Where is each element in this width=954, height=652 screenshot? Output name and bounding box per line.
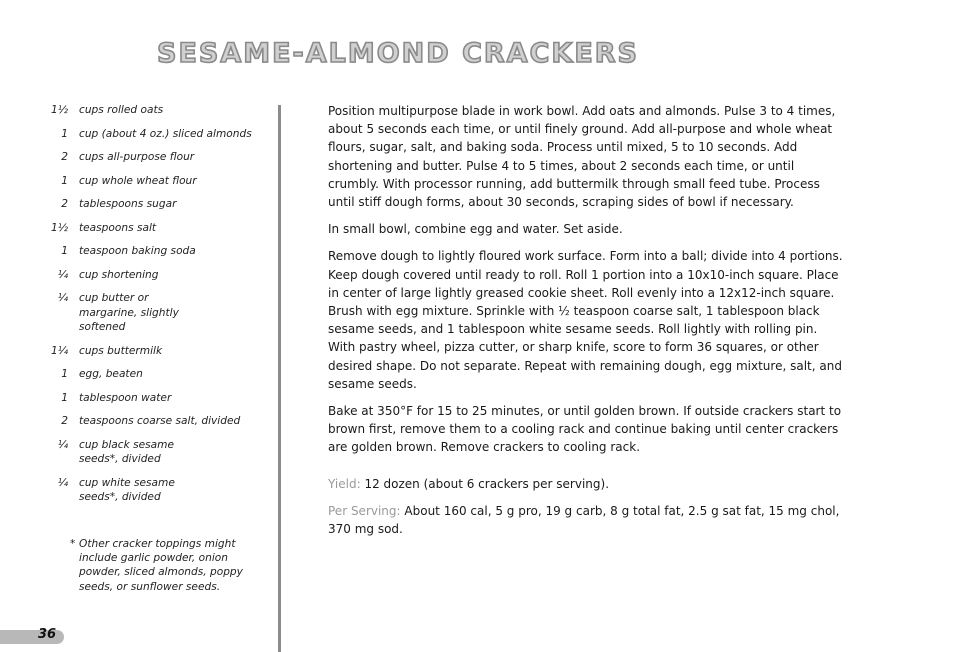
ingredient-item [40, 103, 260, 118]
ingredient-description: cup white sesame seeds*, divided [79, 476, 175, 503]
yield [328, 475, 843, 493]
page-number: 36 [38, 627, 57, 642]
ingredient-quantity: 1 [61, 127, 68, 140]
yield-label: Yield: [328, 477, 361, 491]
ingredient-item [40, 344, 260, 359]
ingredient-quantity: 1¼ [50, 344, 68, 357]
ingredient-description: cup black sesame seeds*, divided [79, 438, 175, 465]
directions [328, 102, 843, 466]
ingredient-item [40, 391, 260, 406]
ingredient-description: cups buttermilk [79, 344, 163, 357]
footnote [70, 537, 250, 594]
direction-paragraph: In small bowl, combine egg and water. Set aside. [328, 222, 623, 237]
ingredient-description: cups all-purpose flour [79, 151, 195, 163]
direction-paragraph: Position multipurpose blade in work bowl. Add oats and almonds. Pulse 3 to 4 times, about 5 seconds each time, or until finely ground. Add all-purpose and whole wheat flours, sugar, salt, and baking soda. Process until mixed, 5 to 10 seconds. Add shortening and butter. Pulse 4 to 5 times, about 2 seconds each time, or until crumbly. With processor running, add buttermilk through small feed tube. Process until stiff dough forms, about 30 seconds, scraping sides of bowl if necessary. [328, 104, 836, 210]
per-serving [328, 502, 843, 538]
ingredient-quantity: 1½ [50, 221, 68, 234]
ingredient-item [40, 476, 260, 505]
ingredient-quantity: 1 [61, 245, 68, 257]
footnote-mark: * [70, 538, 76, 550]
ingredient-description: cups rolled oats [79, 104, 164, 116]
ingredient-list [40, 103, 260, 514]
ingredient-quantity: 1 [61, 391, 68, 404]
ingredient-quantity: ¼ [57, 438, 68, 451]
ingredient-quantity: 2 [61, 198, 68, 210]
ingredient-item [40, 367, 260, 382]
ingredient-item [40, 291, 260, 335]
ingredient-quantity: 2 [61, 415, 68, 427]
ingredient-quantity: ¼ [57, 268, 68, 281]
ingredient-description: tablespoon water [79, 391, 172, 404]
ingredient-item [40, 244, 260, 259]
ingredient-item [40, 197, 260, 212]
ingredient-description: cup shortening [79, 268, 159, 281]
ingredient-quantity: 1 [61, 174, 68, 187]
ingredient-description: tablespoons sugar [79, 198, 177, 210]
per-serving-value: About 160 cal, 5 g pro, 19 g carb, 8 g total fat, 2.5 g sat fat, 15 mg chol, 370 mg sod. [328, 504, 840, 537]
recipe-info [328, 475, 843, 548]
ingredient-quantity: ¼ [57, 476, 68, 489]
page-title: SESAME-ALMOND CRACKERS [157, 38, 639, 69]
ingredient-description: egg, beaten [79, 368, 143, 380]
ingredient-description: teaspoons coarse salt, divided [79, 415, 241, 427]
ingredient-item [40, 174, 260, 189]
direction-paragraph: Bake at 350°F for 15 to 25 minutes, or until golden brown. If outside crackers start to brown first, remove them to a cooling rack and continue baking until center crackers are golden brown. Remove crackers to cooling rack. [328, 404, 842, 455]
ingredient-description: teaspoons salt [79, 221, 157, 234]
column-divider [278, 105, 281, 652]
ingredient-description: teaspoon baking soda [79, 245, 196, 257]
ingredient-item [40, 150, 260, 165]
ingredient-item [40, 438, 260, 467]
ingredient-item [40, 268, 260, 283]
ingredient-description: cup (about 4 oz.) sliced almonds [79, 127, 252, 140]
per-serving-label: Per Serving: [328, 504, 401, 519]
ingredient-item [40, 221, 260, 236]
yield-value: 12 dozen (about 6 crackers per serving). [364, 477, 610, 491]
ingredient-description: cup butter or margarine, slightly softened [79, 292, 179, 333]
ingredient-quantity: 1½ [50, 104, 68, 116]
ingredient-item [40, 414, 260, 429]
ingredient-description: cup whole wheat flour [79, 174, 197, 187]
ingredient-item [40, 127, 260, 142]
direction-paragraph: Remove dough to lightly floured work surface. Form into a ball; divide into 4 portions. Keep dough covered until ready to roll. Roll 1 portion into a 10x10-inch square. Place in center of large lightly greased cookie sheet. Roll evenly into a 12x12-inch square. Brush with egg mixture. Sprinkle with ½ teaspoon coarse salt, 1 tablespoon black sesame seeds, and 1 tablespoon white sesame seeds. Roll lightly with rolling pin. With pastry wheel, pizza cutter, or sharp knife, score to form 36 squares, or other desired shape. Do not separate. Repeat with remaining dough, egg mixture, salt, and sesame seeds. [328, 249, 843, 391]
ingredient-quantity: 2 [61, 151, 68, 163]
footnote-text: Other cracker toppings might include garlic powder, onion powder, sliced almonds, poppy seeds, or sunflower seeds. [79, 538, 243, 593]
ingredient-quantity: ¼ [57, 292, 68, 304]
ingredient-quantity: 1 [61, 368, 68, 380]
